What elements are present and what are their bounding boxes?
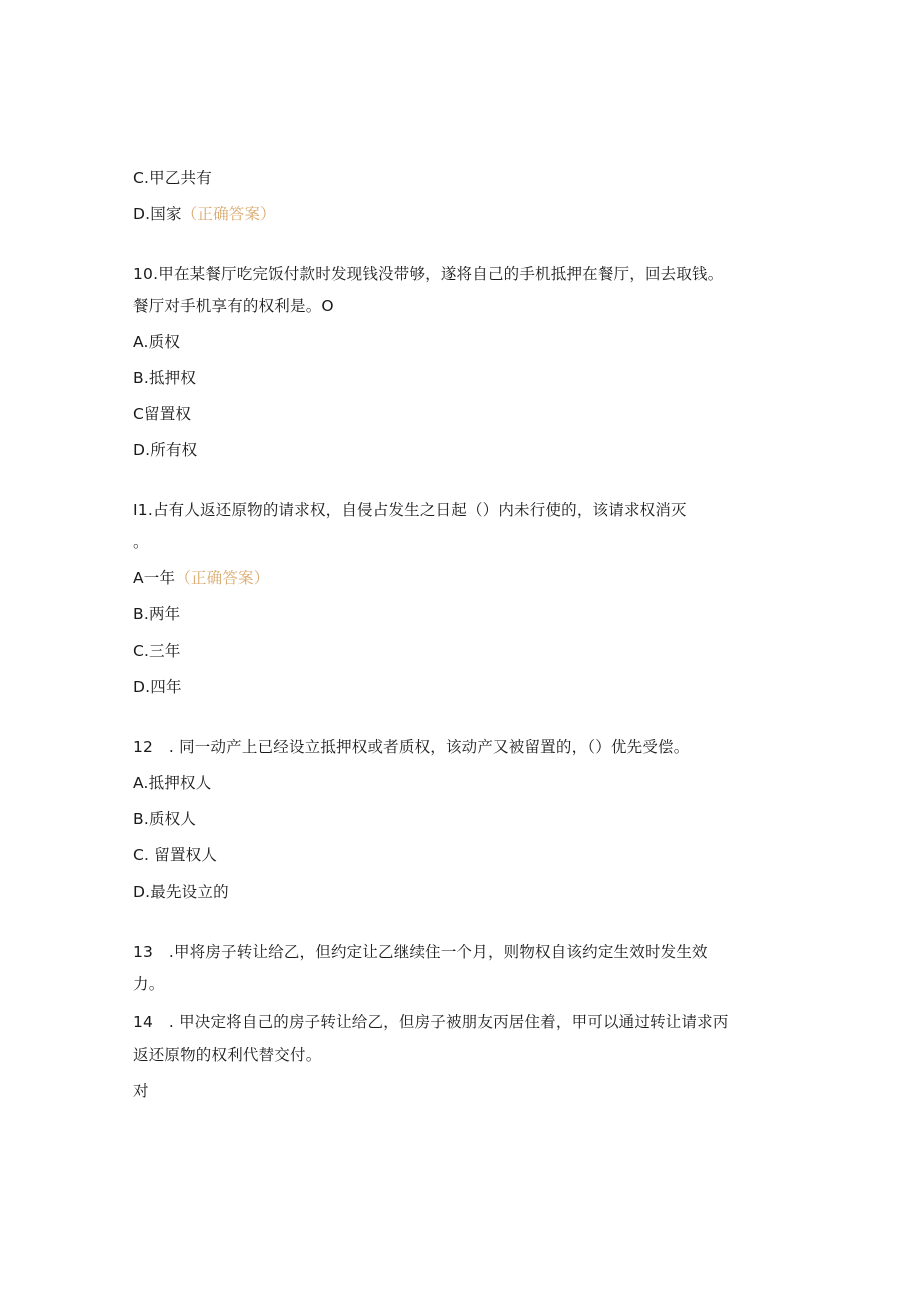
q14-stem-line1: 14 . 甲决定将自己的房子转让给乙，但房子被朋友丙居住着，甲可以通过转让请求丙 xyxy=(133,1013,729,1031)
q10-stem-line1: 10.甲在某餐厅吃完饭付款时发现钱没带够，遂将自己的手机抵押在餐厅，回去取钱。 xyxy=(133,265,724,283)
q13-stem-line1: 13 .甲将房子转让给乙，但约定让乙继续住一个月，则物权自该约定生效时发生效 xyxy=(133,943,708,961)
correct-answer-mark: （正确答案） xyxy=(181,205,276,223)
q14-stem-line2: 返还原物的权利代替交付。 xyxy=(133,1046,322,1064)
q10-option-c: C留置权 xyxy=(133,405,192,423)
q9-option-d xyxy=(133,204,276,224)
q13-stem-line2: 力。 xyxy=(133,975,165,993)
q12-stem: 12 . 同一动产上已经设立抵押权或者质权，该动产又被留置的，（）优先受偿。 xyxy=(133,738,690,756)
q10-option-a: A.质权 xyxy=(133,333,181,351)
correct-answer-mark: （正确答案） xyxy=(175,569,270,587)
q11-option-a xyxy=(133,568,269,588)
q12-option-b: B.质权人 xyxy=(133,810,197,828)
q11-option-b: B.两年 xyxy=(133,605,181,623)
q12-option-c: C. 留置权人 xyxy=(133,846,218,864)
q14-answer: 对 xyxy=(133,1082,149,1100)
q11-option-a-text: A一年 xyxy=(133,569,176,587)
q11-option-c: C.三年 xyxy=(133,642,181,660)
q10-option-d: D.所有权 xyxy=(133,441,198,459)
q9-option-d-text: D.国家 xyxy=(133,205,182,223)
q10-stem-line2: 餐厅对手机享有的权利是。O xyxy=(133,297,334,315)
q9-option-c: C.甲乙共有 xyxy=(133,169,212,187)
q12-option-d: D.最先设立的 xyxy=(133,883,229,901)
q11-stem-line1: I1.占有人返还原物的请求权，自侵占发生之日起（）内未行使的，该请求权消灭 xyxy=(133,501,687,519)
q12-option-a: A.抵押权人 xyxy=(133,774,212,792)
q11-stem-line2: 。 xyxy=(133,533,149,551)
q10-option-b: B.抵押权 xyxy=(133,369,197,387)
q11-option-d: D.四年 xyxy=(133,678,182,696)
